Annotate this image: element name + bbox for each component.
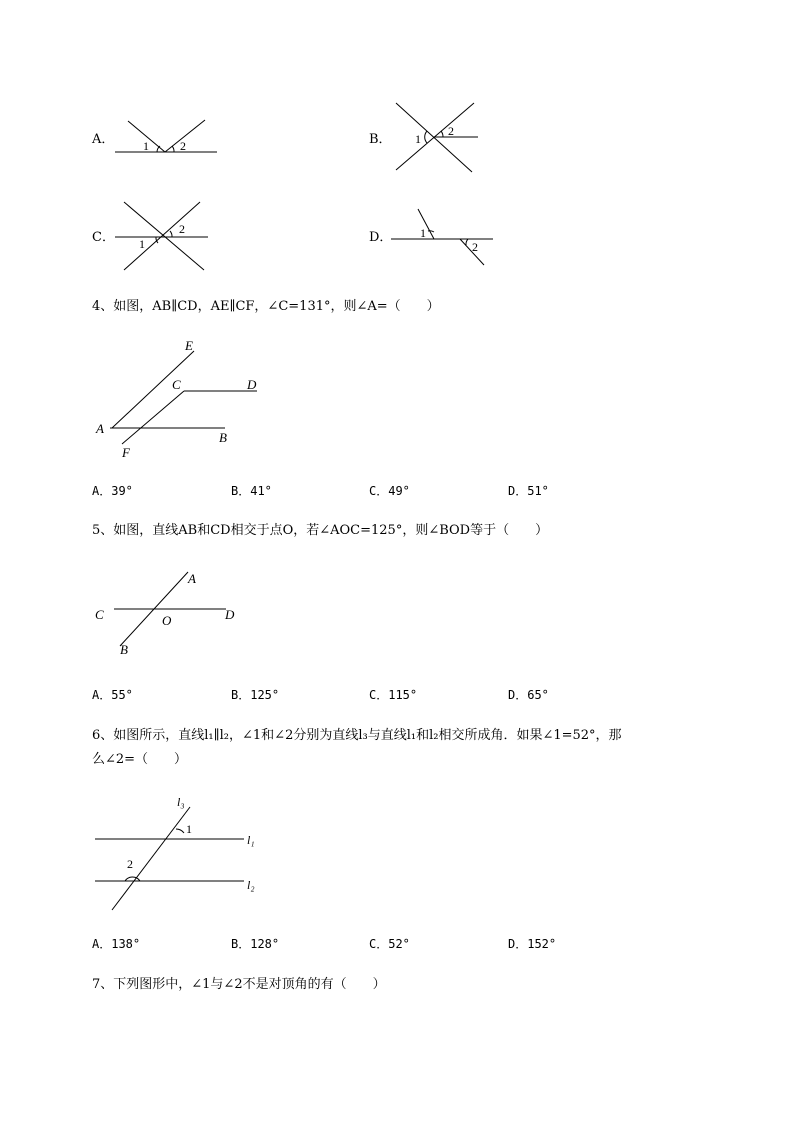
q6-option-d[interactable]: D．152° — [508, 937, 557, 951]
figure-question-6 — [92, 793, 272, 915]
q4-option-b[interactable]: B．41° — [231, 484, 272, 498]
option-a-label: A． — [92, 132, 115, 147]
svg-text:l₃: l₃ — [177, 795, 185, 809]
svg-text:D: D — [247, 377, 257, 392]
q5-option-a[interactable]: A．55° — [92, 688, 133, 702]
option-c-label: C． — [92, 230, 115, 245]
question-7-prompt: 7、下列图形中，∠1与∠2不是对顶角的有（ ） — [92, 977, 386, 992]
svg-text:C: C — [172, 377, 181, 392]
figure-option-d — [388, 205, 496, 269]
figure-option-a — [110, 115, 222, 157]
q4-option-d[interactable]: D．51° — [508, 484, 549, 498]
figure-question-4 — [92, 336, 272, 464]
svg-text:C: C — [95, 607, 104, 622]
svg-text:1: 1 — [420, 226, 426, 240]
q5-option-d[interactable]: D．65° — [508, 688, 549, 702]
svg-text:l₂: l₂ — [247, 878, 255, 892]
svg-text:O: O — [162, 613, 172, 628]
question-6-prompt-line2: 么∠2=（ ） — [92, 752, 188, 767]
figure-option-c — [112, 200, 210, 272]
svg-text:D: D — [225, 607, 235, 622]
svg-text:2: 2 — [127, 857, 133, 871]
svg-text:A: A — [96, 421, 104, 436]
option-d-label: D． — [369, 230, 393, 245]
svg-text:F: F — [122, 445, 130, 460]
q6-option-b[interactable]: B．128° — [231, 937, 280, 951]
q6-option-c[interactable]: C．52° — [369, 937, 410, 951]
q6-option-a[interactable]: A．138° — [92, 937, 141, 951]
svg-text:1: 1 — [186, 822, 192, 836]
option-b-label: B． — [369, 132, 392, 147]
figure-option-b — [392, 100, 480, 174]
svg-text:A: A — [188, 571, 196, 586]
svg-text:1: 1 — [415, 132, 421, 146]
question-4-prompt: 4、如图，AB∥CD，AE∥CF，∠C=131°，则∠A=（ ） — [92, 299, 440, 314]
angle-2-label: 2 — [180, 139, 186, 153]
question-5-prompt: 5、如图，直线AB和CD相交于点O，若∠AOC=125°，则∠BOD等于（ ） — [92, 523, 549, 538]
figure-question-5 — [92, 566, 252, 662]
svg-text:E: E — [185, 338, 193, 353]
svg-text:B: B — [219, 430, 227, 445]
svg-text:2: 2 — [472, 240, 478, 254]
q5-option-c[interactable]: C．115° — [369, 688, 418, 702]
svg-text:2: 2 — [448, 124, 454, 138]
svg-text:B: B — [120, 642, 128, 657]
svg-text:1: 1 — [139, 237, 145, 251]
q4-option-a[interactable]: A．39° — [92, 484, 133, 498]
svg-text:l₁: l₁ — [247, 833, 255, 847]
q5-option-b[interactable]: B．125° — [231, 688, 280, 702]
svg-text:2: 2 — [179, 222, 185, 236]
question-6-prompt-line1: 6、如图所示，直线l₁∥l₂，∠1和∠2分别为直线l₃与直线l₁和l₂相交所成角．如果∠1=52°，那 — [92, 728, 622, 743]
q4-option-c[interactable]: C．49° — [369, 484, 410, 498]
angle-1-label: 1 — [143, 139, 149, 153]
